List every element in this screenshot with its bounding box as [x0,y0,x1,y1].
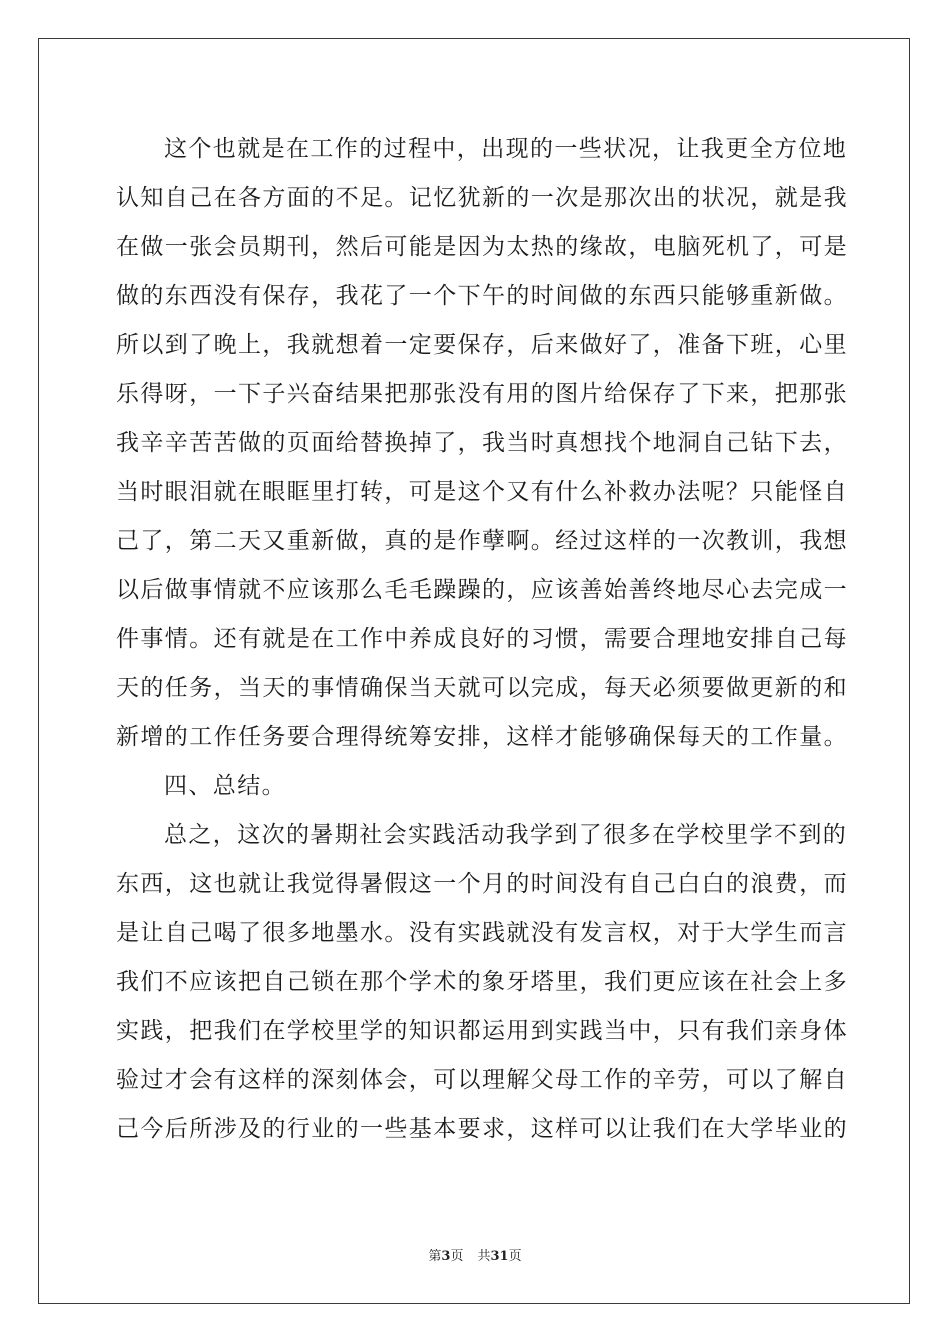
text-line: 验过才会有这样的深刻体会，可以理解父母工作的辛劳，可以了解自 [116,1067,848,1093]
total-suffix: 页 [508,1249,522,1264]
page-suffix: 页 [450,1249,464,1264]
text-line: 是让自己喝了很多地墨水。没有实践就没有发言权，对于大学生而言 [116,920,848,946]
text-line: 做的东西没有保存，我花了一个下午的时间做的东西只能够重新做。 [116,283,848,309]
text-line: 件事情。还有就是在工作中养成良好的习惯，需要合理地安排自己每 [116,626,848,652]
text-line: 在做一张会员期刊，然后可能是因为太热的缘故，电脑死机了，可是 [116,234,848,260]
page-number: 3 [441,1249,451,1264]
text-line: 我们不应该把自己锁在那个学术的象牙塔里，我们更应该在社会上多 [116,969,848,995]
text-line: 总之，这次的暑期社会实践活动我学到了很多在学校里学不到的 [164,822,848,848]
text-line: 所以到了晚上，我就想着一定要保存，后来做好了，准备下班，心里 [116,332,848,358]
page-footer [0,1248,950,1266]
text-line: 当时眼泪就在眼眶里打转，可是这个又有什么补救办法呢？只能怪自 [116,479,848,505]
text-line: 我辛辛苦苦做的页面给替换掉了，我当时真想找个地洞自己钻下去， [116,430,848,456]
total-pages: 31 [490,1249,509,1264]
text-line: 认知自己在各方面的不足。记忆犹新的一次是那次出的状况，就是我 [116,185,848,211]
body-text [116,125,848,1154]
text-line: 天的任务，当天的事情确保当天就可以完成，每天必须要做更新的和 [116,675,848,701]
text-line: 四、总结。 [164,773,286,799]
text-line: 己今后所涉及的行业的一些基本要求，这样可以让我们在大学毕业的 [116,1116,848,1142]
text-line: 东西，这也就让我觉得暑假这一个月的时间没有自己白白的浪费，而 [116,871,848,897]
text-line: 实践，把我们在学校里学的知识都运用到实践当中，只有我们亲身体 [116,1018,848,1044]
text-line: 新增的工作任务要合理得统筹安排，这样才能够确保每天的工作量。 [116,724,848,750]
total-prefix: 共 [477,1249,491,1264]
text-line: 以后做事情就不应该那么毛毛躁躁的，应该善始善终地尽心去完成一 [116,577,848,603]
page-prefix: 第 [428,1249,442,1264]
text-line: 这个也就是在工作的过程中，出现的一些状况，让我更全方位地 [164,136,848,162]
text-line: 己了，第二天又重新做，真的是作孽啊。经过这样的一次教训，我想 [116,528,848,554]
text-line: 乐得呀，一下子兴奋结果把那张没有用的图片给保存了下来，把那张 [116,381,848,407]
